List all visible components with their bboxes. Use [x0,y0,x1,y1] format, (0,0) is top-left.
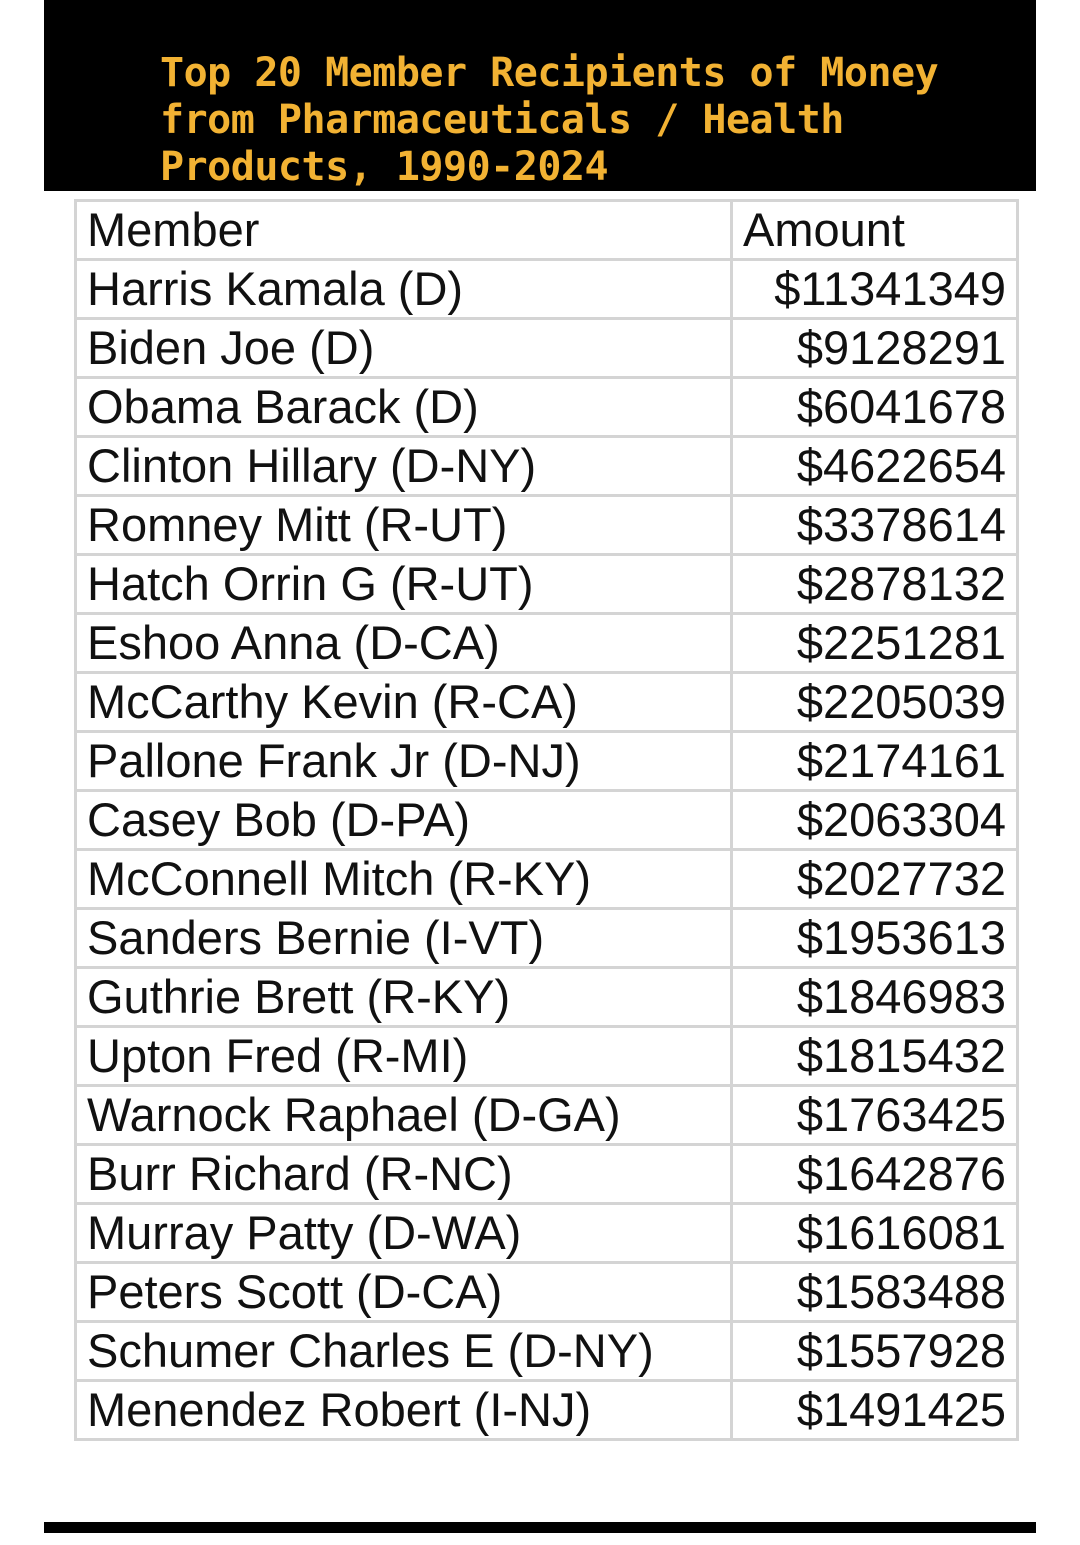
member-name-cell: Clinton Hillary (D-NY) [76,437,732,496]
table-row [76,909,1018,968]
table-row [76,319,1018,378]
member-column-header: Member [76,201,732,260]
member-name-cell: Casey Bob (D-PA) [76,791,732,850]
member-name-cell: Romney Mitt (R-UT) [76,496,732,555]
table-row [76,437,1018,496]
table-row [76,614,1018,673]
amount-cell: $11341349 [732,260,1018,319]
amount-cell: $1846983 [732,968,1018,1027]
table-row [76,673,1018,732]
member-name-cell: Biden Joe (D) [76,319,732,378]
member-name-cell: Upton Fred (R-MI) [76,1027,732,1086]
amount-cell: $6041678 [732,378,1018,437]
table-row [76,378,1018,437]
amount-cell: $3378614 [732,496,1018,555]
table-row [76,1086,1018,1145]
member-name-cell: Eshoo Anna (D-CA) [76,614,732,673]
amount-cell: $1583488 [732,1263,1018,1322]
member-name-cell: Pallone Frank Jr (D-NJ) [76,732,732,791]
member-name-cell: McConnell Mitch (R-KY) [76,850,732,909]
table-row [76,791,1018,850]
amount-cell: $1953613 [732,909,1018,968]
table-row [76,1204,1018,1263]
amount-cell: $1815432 [732,1027,1018,1086]
amount-cell: $9128291 [732,319,1018,378]
table-row [76,1027,1018,1086]
member-name-cell: Hatch Orrin G (R-UT) [76,555,732,614]
member-name-cell: Guthrie Brett (R-KY) [76,968,732,1027]
table-container [74,199,1016,1519]
page-title: Top 20 Member Recipients of Money from Pharmaceuticals / Health Products, 1990-2024 [160,50,939,190]
member-name-cell: Murray Patty (D-WA) [76,1204,732,1263]
amount-cell: $1616081 [732,1204,1018,1263]
table-row [76,968,1018,1027]
member-name-cell: McCarthy Kevin (R-CA) [76,673,732,732]
table-row [76,555,1018,614]
amount-cell: $1763425 [732,1086,1018,1145]
table-row [76,1263,1018,1322]
member-name-cell: Menendez Robert (I-NJ) [76,1381,732,1440]
table-row [76,732,1018,791]
amount-column-header: Amount [732,201,1018,260]
amount-cell: $2878132 [732,555,1018,614]
amount-cell: $2251281 [732,614,1018,673]
title-bar [44,0,1036,191]
member-name-cell: Schumer Charles E (D-NY) [76,1322,732,1381]
amount-cell: $4622654 [732,437,1018,496]
amount-cell: $2205039 [732,673,1018,732]
member-name-cell: Warnock Raphael (D-GA) [76,1086,732,1145]
table-row [76,1145,1018,1204]
amount-cell: $2027732 [732,850,1018,909]
member-name-cell: Obama Barack (D) [76,378,732,437]
amount-cell: $2063304 [732,791,1018,850]
bottom-bar [44,1522,1036,1533]
graphic-frame [44,0,1036,1533]
member-name-cell: Harris Kamala (D) [76,260,732,319]
table-row [76,496,1018,555]
header-row [76,201,1018,260]
table-row [76,1381,1018,1440]
amount-cell: $2174161 [732,732,1018,791]
amount-cell: $1642876 [732,1145,1018,1204]
table-row [76,1322,1018,1381]
amount-cell: $1557928 [732,1322,1018,1381]
member-name-cell: Peters Scott (D-CA) [76,1263,732,1322]
amount-cell: $1491425 [732,1381,1018,1440]
member-name-cell: Sanders Bernie (I-VT) [76,909,732,968]
table-row [76,260,1018,319]
table-row [76,850,1018,909]
recipients-table [74,199,1019,1441]
table-body [76,260,1018,1440]
member-name-cell: Burr Richard (R-NC) [76,1145,732,1204]
